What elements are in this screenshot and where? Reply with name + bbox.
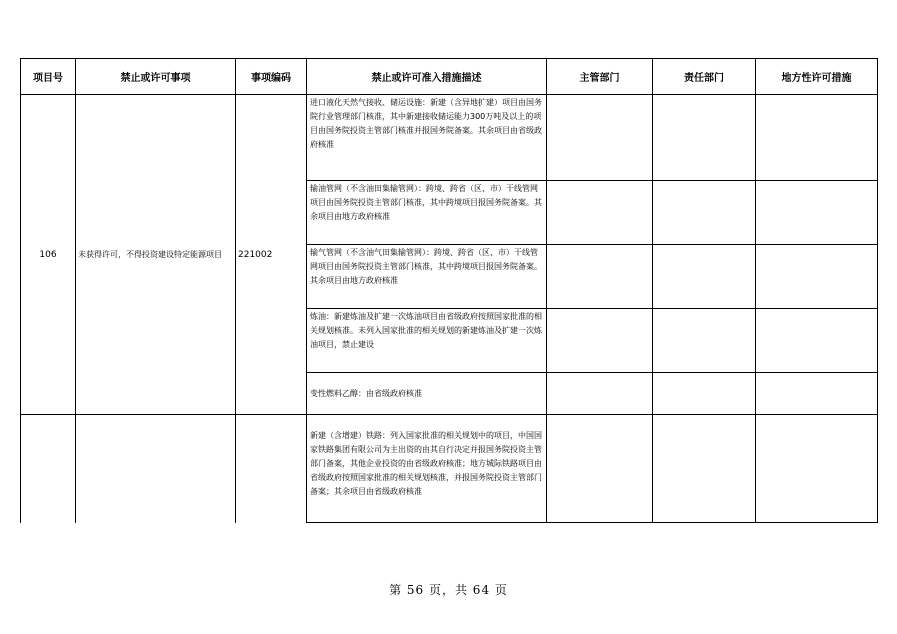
page-number-footer: 第 56 页，共 64 页 [389,583,508,597]
header-item-code: 事项编码 [236,59,307,95]
header-responsible-department: 责任部门 [653,59,756,95]
competent-department-cell [547,181,653,245]
local-measure-cell [756,95,878,181]
table-row [21,95,878,181]
header-row [21,59,878,95]
local-measure-cell [756,245,878,309]
header-item-number: 项目号 [21,59,76,95]
header-local-measures: 地方性许可措施 [756,59,878,95]
measure-description: 进口液化天然气接收、储运设施：新建（含异地扩建）项目由国务院行业管理部门核准，其中新建接收储运能力300万吨及以上的项目由国务院投资主管部门核准并报国务院备案。其余项目由省级政府核准 [307,95,547,181]
permit-table [20,58,878,523]
responsible-department-cell [653,95,756,181]
local-measure-cell [756,373,878,415]
measure-description: 变性燃料乙醇：由省级政府核准 [307,373,547,415]
competent-department-cell [547,415,653,523]
item-code: 221002 [236,95,307,415]
competent-department-cell [547,245,653,309]
local-measure-cell [756,415,878,523]
responsible-department-cell [653,309,756,373]
responsible-department-cell [653,181,756,245]
responsible-department-cell [653,245,756,309]
item-code [236,415,307,523]
responsible-department-cell [653,415,756,523]
measure-description: 炼油：新建炼油及扩建一次炼油项目由省级政府按照国家批准的相关规划核准。未列入国家批准的相关规划的新建炼油及扩建一次炼油项目，禁止建设 [307,309,547,373]
local-measure-cell [756,181,878,245]
competent-department-cell [547,309,653,373]
local-measure-cell [756,309,878,373]
item-name [76,415,236,523]
header-measure-description: 禁止或许可准入措施描述 [307,59,547,95]
header-competent-department: 主管部门 [547,59,653,95]
measure-description: 新建（含增建）铁路：列入国家批准的相关规划中的项目，中国国家铁路集团有限公司为主出资的由其自行决定并报国务院投资主管部门备案，其他企业投资的由省级政府核准；地方城际铁路项目由省级政府按照国家批准的相关规划核准，并报国务院投资主管部门备案；其余项目由省级政府核准 [307,415,547,523]
competent-department-cell [547,95,653,181]
competent-department-cell [547,373,653,415]
item-number [21,415,76,523]
header-item-name: 禁止或许可事项 [76,59,236,95]
table-row [21,415,878,523]
item-name: 未获得许可，不得投资建设特定能源项目 [76,95,236,415]
item-number: 106 [21,95,76,415]
measure-description: 输气管网（不含油气田集输管网）：跨境、跨省（区、市）干线管网项目由国务院投资主管部门核准，其中跨境项目报国务院备案。其余项目由地方政府核准 [307,245,547,309]
measure-description: 输油管网（不含油田集输管网）：跨境、跨省（区、市）干线管网项目由国务院投资主管部门核准，其中跨境项目报国务院备案。其余项目由地方政府核准 [307,181,547,245]
responsible-department-cell [653,373,756,415]
